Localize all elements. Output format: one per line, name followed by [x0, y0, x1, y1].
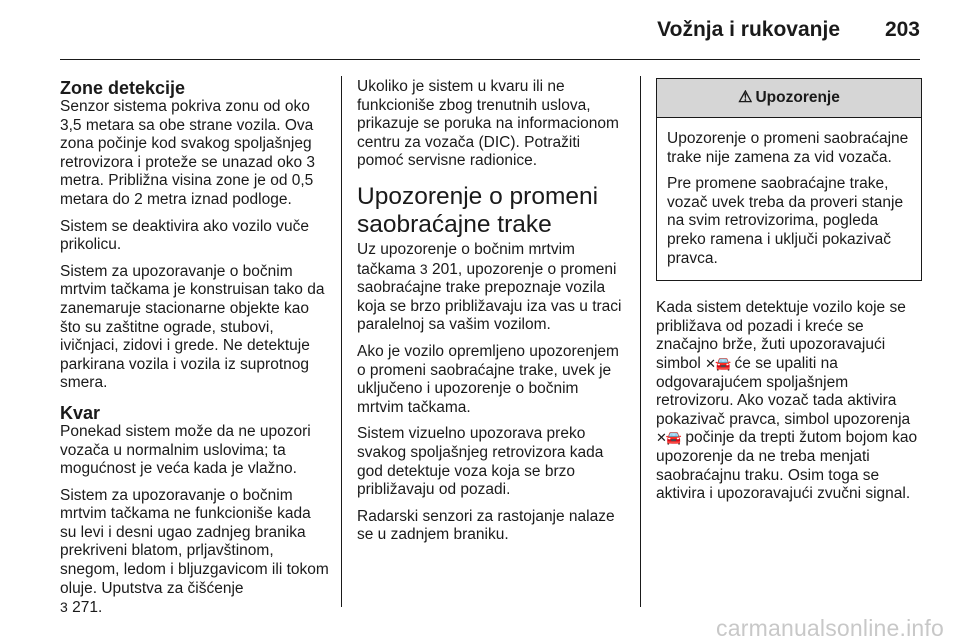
- section-heading-lane-change: Upozorenje o promeni saobraćajne trake: [357, 182, 599, 238]
- paragraph-text: počinje da trepti žutom bojom kao upozorenje da ne treba menjati saobraćajnu traku. Osim toga se aktivira i upozoravajući zvučni signal.: [656, 429, 918, 503]
- page-number: 203: [884, 18, 920, 41]
- header-divider: [60, 59, 920, 60]
- column-1: [60, 78, 330, 626]
- warning-triangle-icon: ⚠: [738, 88, 753, 106]
- paragraph-text: Sistem za upozoravanje o bočnim mrtvim tačkama ne funkcioniše kada su levi i desni ugao zadnjeg branika prekriveni blatom, prljavštinom, snegom, ledom i bljuzgavicom ili tokom oluje. Uputstva za čišćenje: [60, 486, 329, 597]
- paragraph: [357, 241, 629, 335]
- paragraph-text: 201, upozorenje o promeni saobraćajne trake prepoznaje vozila koja se brzo približavaju iza vas u traci paralelnoj sa vašim vozilom.: [357, 260, 622, 334]
- paragraph: Sistem za upozoravanje o bočnim mrtvim tačkama je konstruisan tako da zanemaruje stacionarne objekte kao što su zaštitne ograde, stubovi, ivičnjaci, zidovi i grede. Ne detektuje parkirana vozila i vozila iz suprotnog smera.: [60, 262, 325, 392]
- page-title: Vožnja i rukovanje: [657, 18, 840, 41]
- warning-paragraph: Pre promene saobraćajne trake, vozač uvek treba da proveri stanje na svim retrovizorima, pogleda preko ramena i uključi pokazivač pravca.: [667, 175, 904, 267]
- section-heading-zone: Zone detekcije: [60, 78, 186, 98]
- paragraph-text: Kada sistem detektuje vozilo koje se približava od pozadi i kreće se značajno brže, žuti upozoravajući simbol: [656, 299, 906, 372]
- section-heading-kvar: Kvar: [60, 402, 101, 423]
- paragraph: Ako je vozilo opremljeno upozorenjem o promeni saobraćajne trake, uvek je uključeno i upozorenje o bočnim mrtvim tačkama.: [357, 342, 619, 416]
- warning-paragraph: Upozorenje o promeni saobraćajne trake nije zamena za vid vozača.: [667, 130, 909, 166]
- paragraph: Sistem se deaktivira ako vozilo vuče prikolicu.: [60, 217, 309, 254]
- paragraph: [60, 487, 330, 618]
- paragraph: Sistem vizuelno upozorava preko svakog spoljašnjeg retrovizora kada god detektuje voza koja se brzo približavaju od pozadi.: [357, 425, 604, 499]
- column-divider: [341, 76, 342, 607]
- column-2: [357, 78, 629, 553]
- paragraph: Radarski senzori za rastojanje nalaze se u zadnjem braniku.: [357, 507, 615, 544]
- paragraph: Senzor sistema pokriva zonu od oko 3,5 metara sa obe strane vozila. Ova zona počinje kod svakog spoljašnjeg retrovizora i proteže se unazad oko 3 metra. Približna visina zone je od 0,5 metara do 2 metra iznad podloge.: [60, 98, 316, 208]
- paragraph: Ponekad sistem može da ne upozori vozača u normalnim uslovima; ta mogućnost je veća kada je vlažno.: [60, 422, 311, 478]
- warning-title: Upozorenje: [755, 88, 840, 106]
- paragraph-text: Uz upozorenje o bočnim mrtvim tačkama: [357, 240, 575, 278]
- lane-change-car-icon: ✕🚘: [656, 430, 682, 446]
- lane-change-car-icon: ✕🚘: [705, 355, 731, 371]
- paragraph: [656, 299, 922, 504]
- watermark: carmanualsonline.info: [716, 615, 944, 641]
- paragraph-text: će se upaliti na odgovarajućem spoljašnjem retrovizoru. Ako vozač tada aktivira pokazivač pravca, simbol upozorenja: [656, 354, 911, 428]
- warning-body: [657, 118, 921, 280]
- page-reference-icon: 3: [60, 599, 68, 616]
- column-3: [656, 78, 922, 512]
- page-header: [0, 0, 960, 60]
- paragraph: Ukoliko je sistem u kvaru ili ne funkcioniše zbog trenutnih uslova, prikazuje se poruka na informacionom centru za vozača (DIC). Potražiti pomoć servisne radionice.: [357, 78, 619, 170]
- column-divider: [640, 76, 641, 607]
- warning-header: [657, 79, 921, 118]
- page-reference-icon: 3: [419, 260, 428, 277]
- page-reference-link[interactable]: 271.: [72, 599, 103, 617]
- warning-box: [656, 78, 922, 281]
